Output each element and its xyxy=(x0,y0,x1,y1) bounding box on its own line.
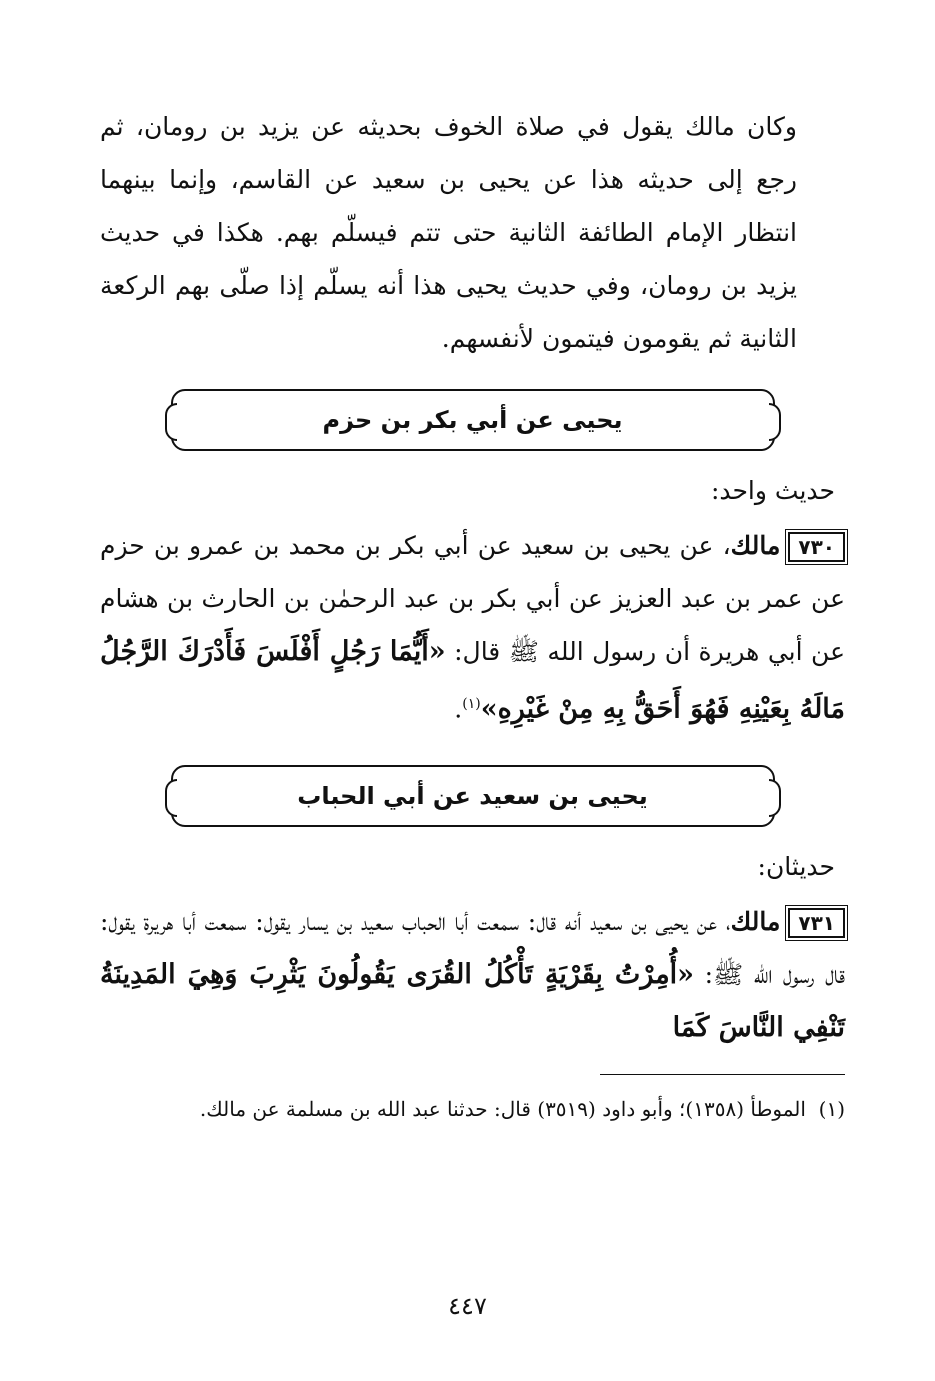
footnote-divider xyxy=(600,1074,845,1075)
section-heading: يحيى عن أبي بكر بن حزم xyxy=(322,406,623,434)
footnote-ref: (١) xyxy=(462,696,481,712)
page-number: ٤٤٧ xyxy=(448,1292,487,1320)
hadith-quote: «أَيُّمَا رَجُلٍ أَفْلَسَ فَأَدْرَكَ الرَّجُلُ مَالَهُ بِعَيْنِهِ فَهُوَ أَحَقُّ بِهِ مِنْ غَيْرِهِ» xyxy=(100,636,845,725)
section-heading-box xyxy=(171,765,775,827)
footnote xyxy=(100,1089,845,1129)
hadith-count-label: حديث واحد: xyxy=(710,476,835,505)
footnote-text: الموطأ (١٣٥٨)؛ وأبو داود (٣٥١٩) قال: حدثنا عبد الله بن مسلمة عن مالك. xyxy=(199,1097,806,1122)
end-punctuation: . xyxy=(454,694,463,724)
section-heading-box xyxy=(171,389,775,451)
hadith-quote: «أُمِرْتُ بِقَرْيَةٍ تَأْكُلُ القُرَى يَقُولُونَ يَثْرِبَ وَهِيَ المَدِينَةُ تَنْفِي النَّاسَ كَمَا xyxy=(100,959,845,1044)
hadith-number: ٧٣١ xyxy=(788,908,845,938)
narrator-name: مالك xyxy=(730,907,781,937)
hadith-count-label: حديثان: xyxy=(757,852,835,882)
hadith-paragraph xyxy=(100,519,845,735)
hadith-paragraph xyxy=(100,895,845,1054)
hadith-chain: ، عن يحيى بن سعيد أنه قال: سمعت أبا الحباب سعيد بن يسار يقول: سمعت أبا هريرة يقول: قال رسول الله ﷺ: xyxy=(100,907,845,990)
hadith-number: ٧٣٠ xyxy=(788,532,845,562)
section-heading: يحيى بن سعيد عن أبي الحباب xyxy=(297,782,648,811)
hadith-chain: ، عن يحيى بن سعيد عن أبي بكر بن محمد بن عمرو بن حزم عن عمر بن عبد العزيز عن أبي بكر بن عبد الرحمٰن بن الحارث بن هشام عن أبي هريرة أن رسول الله ﷺ قال: xyxy=(100,531,845,666)
footnote-number: (١) xyxy=(818,1097,845,1122)
page-content xyxy=(100,100,845,1129)
intro-paragraph: وكان مالك يقول في صلاة الخوف بحديثه عن يزيد بن رومان، ثم رجع إلى حديثه هذا عن يحيى بن سعيد عن القاسم، وإنما بينهما انتظار الإمام الطائفة الثانية حتى تتم فيسلّم بهم. هكذا في حديث يزيد بن رومان، وفي حديث يحيى هذا أنه يسلّم إذا صلّى بهم الركعة الثانية ثم يقومون فيتمون لأنفسهم. xyxy=(100,112,797,353)
narrator-name: مالك xyxy=(730,531,781,560)
